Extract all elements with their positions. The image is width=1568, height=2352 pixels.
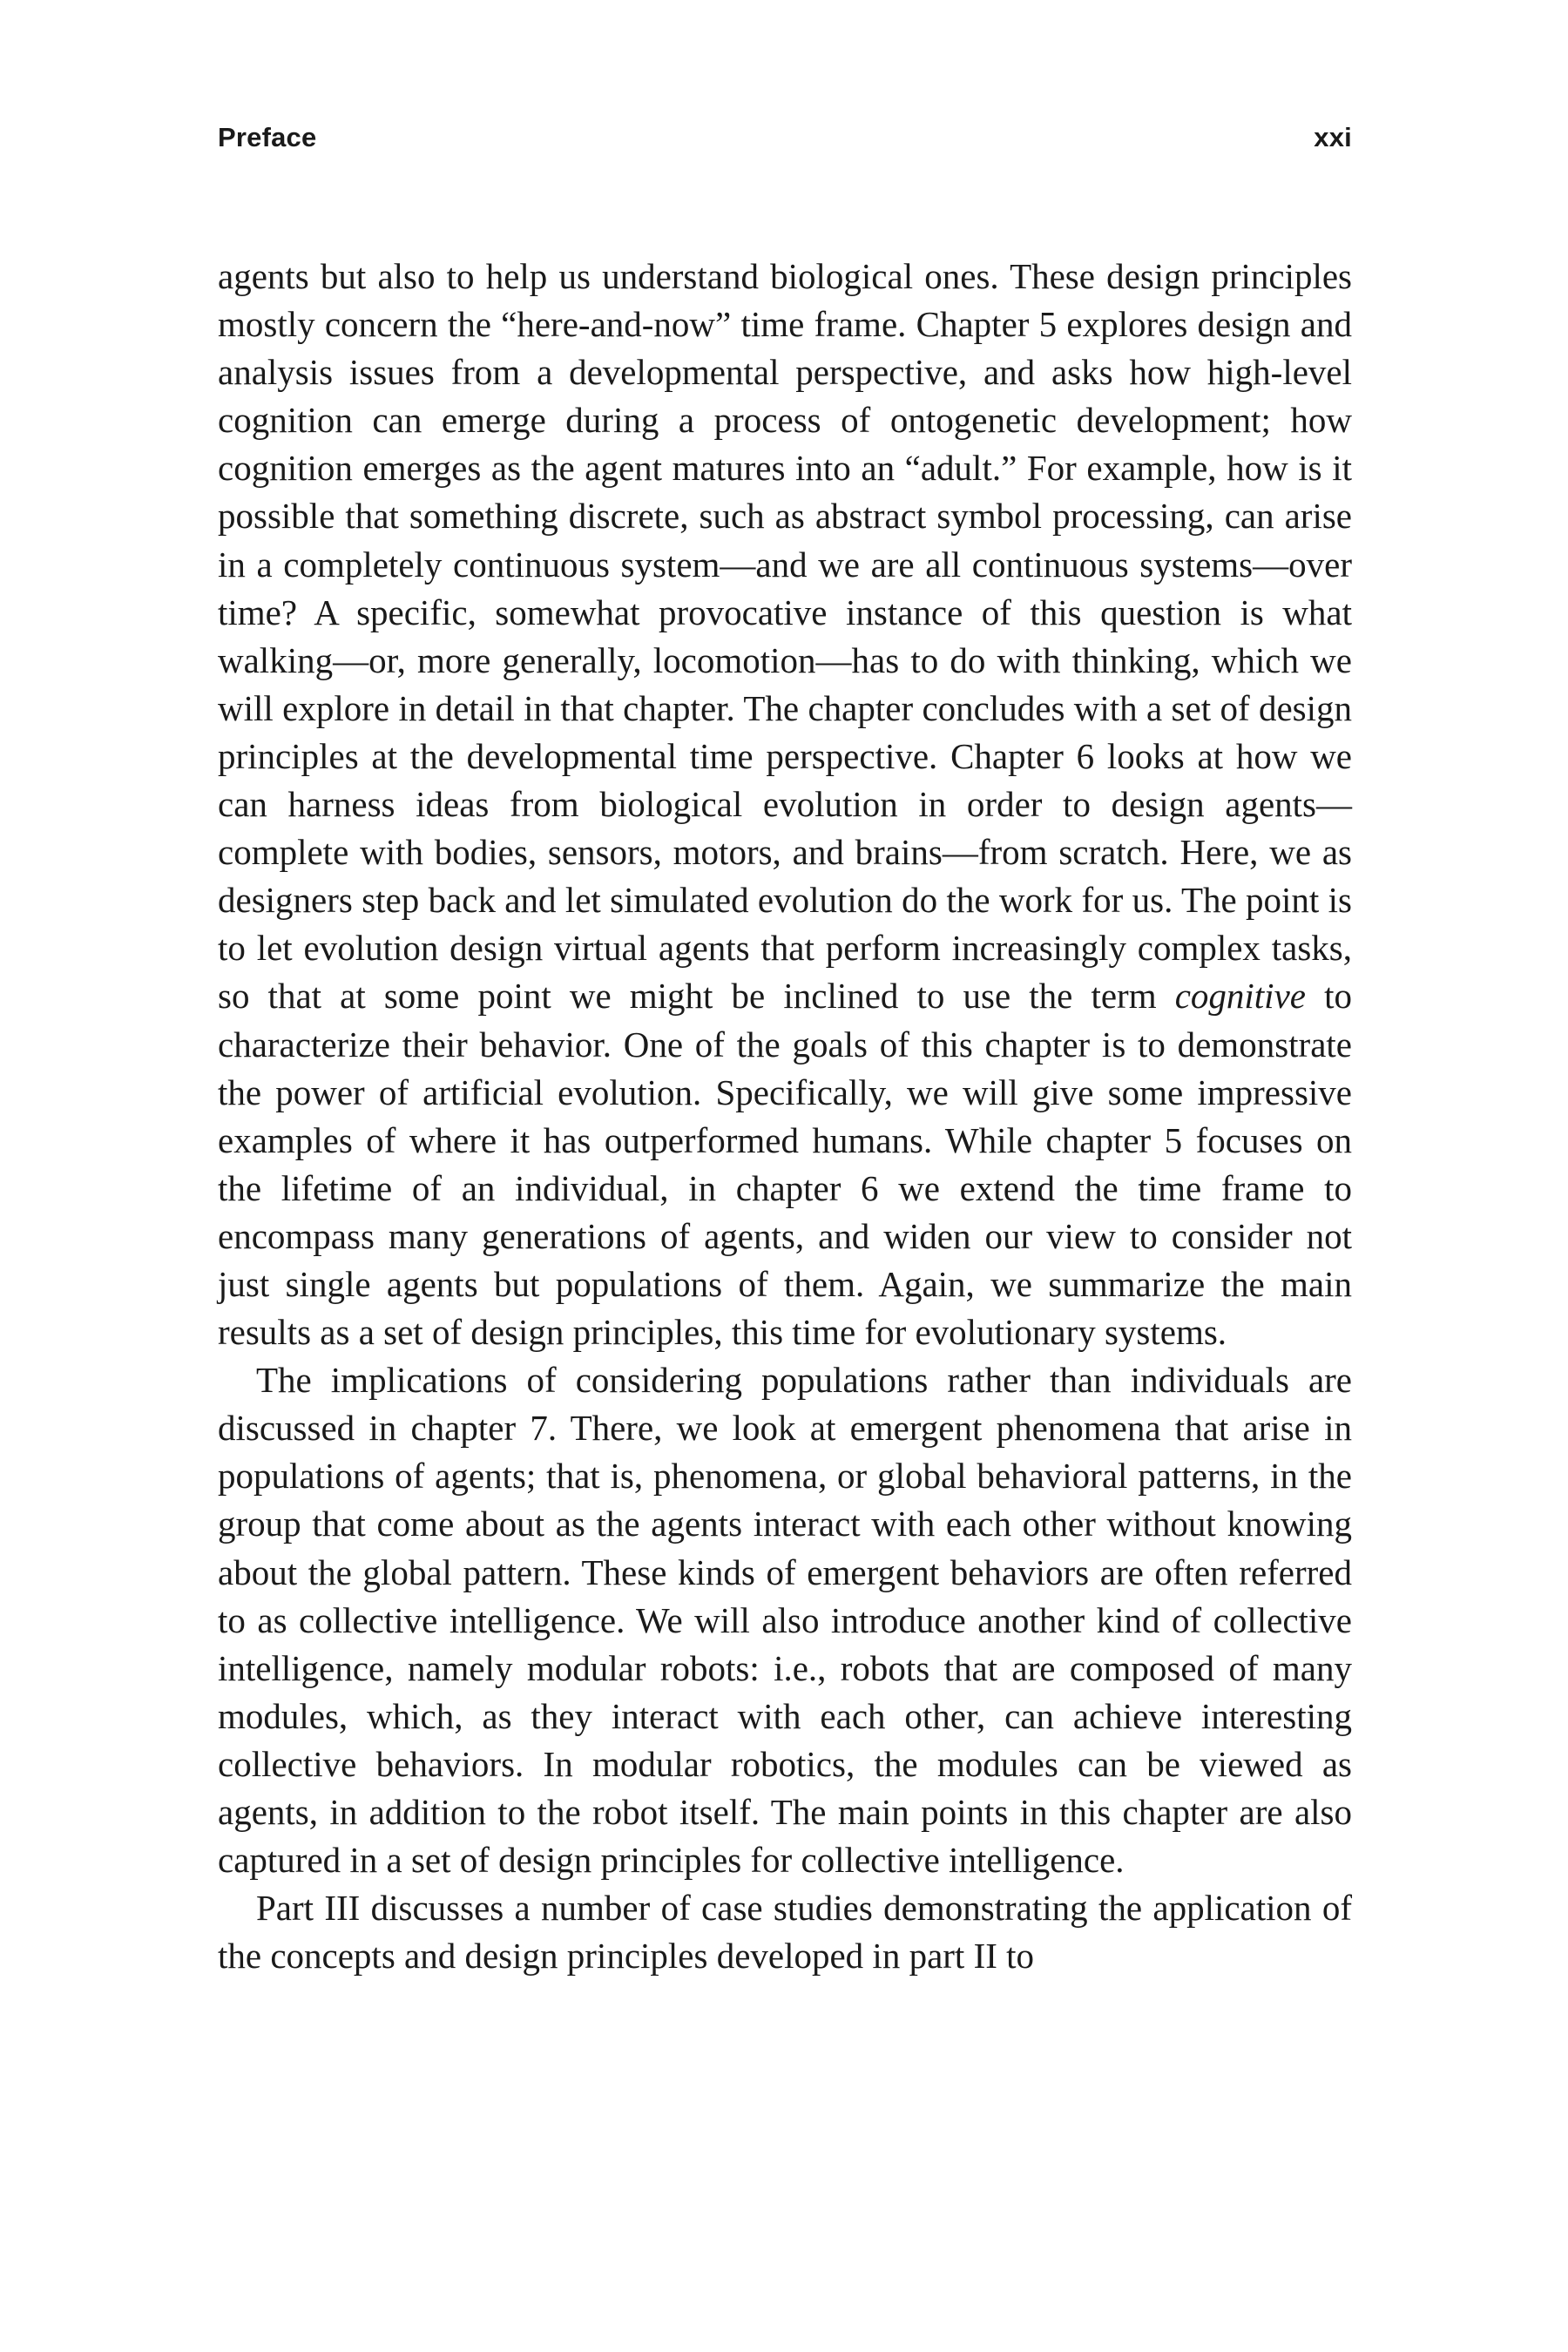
paragraph-1-text-before: agents but also to help us understand biological ones. These design principles mostly concern the “here-and-now” time frame. Chapter 5 explores design and analysis issues from a developmental perspective, and asks how high-level cognition can emerge during a process of ontogenetic development; how cognition emerges as the agent matures into an “adult.” For example, how is it possible that something discrete, such as abstract symbol processing, can arise in a completely continuous system—and we are all continuous systems—over time? A specific, somewhat provocative instance of this question is what walking—or, more generally, locomotion—has to do with thinking, which we will explore in detail in that chapter. The chapter concludes with a set of design principles at the developmental time perspective. Chapter 6 looks at how we can harness ideas from biological evolution in order to design agents—complete with bodies, sensors, motors, and brains—from scratch. Here, we as designers step back and let simulated evolution do the work for us. The point is to let evolution design virtual agents that perform increasingly complex tasks, so that at some point we might be inclined to use the term xyxy=(218,256,1352,1017)
section-title: Preface xyxy=(218,122,317,152)
page-number: xxi xyxy=(1314,122,1352,152)
paragraph-3: Part III discusses a number of case studies demonstrating the application of the concepts and design principles developed in part II to xyxy=(218,1888,1352,1977)
paragraph-1-text-after: to characterize their behavior. One of the goals of this chapter is to demonstrate the power of artificial evolution. Specifically, we will give some impressive examples of where it has outperformed humans. While chapter 5 focuses on the lifetime of an individual, in chapter 6 we extend the time frame to encompass many generations of agents, and widen our view to consider not just single agents but populations of them. Again, we summarize the main results as a set of design principles, this time for evolutionary systems. xyxy=(218,976,1352,1353)
paragraph-1 xyxy=(218,253,1352,1356)
running-head xyxy=(218,122,1352,153)
paragraph-2: The implications of considering populations rather than individuals are discussed in chapter 7. There, we look at emergent phenomena that arise in populations of agents; that is, phenomena, or global behavioral patterns, in the group that come about as the agents interact with each other without knowing about the global pattern. These kinds of emergent behaviors are often referred to as collective intelligence. We will also introduce another kind of collective intelligence, namely modular robots: i.e., robots that are composed of many modules, which, as they interact with each other, can achieve interesting collective behaviors. In modular robotics, the modules can be viewed as agents, in addition to the robot itself. The main points in this chapter are also captured in a set of design principles for collective intelligence. xyxy=(218,1360,1352,1881)
emphasis-cognitive: cognitive xyxy=(1174,976,1306,1017)
body-text xyxy=(218,253,1352,1980)
